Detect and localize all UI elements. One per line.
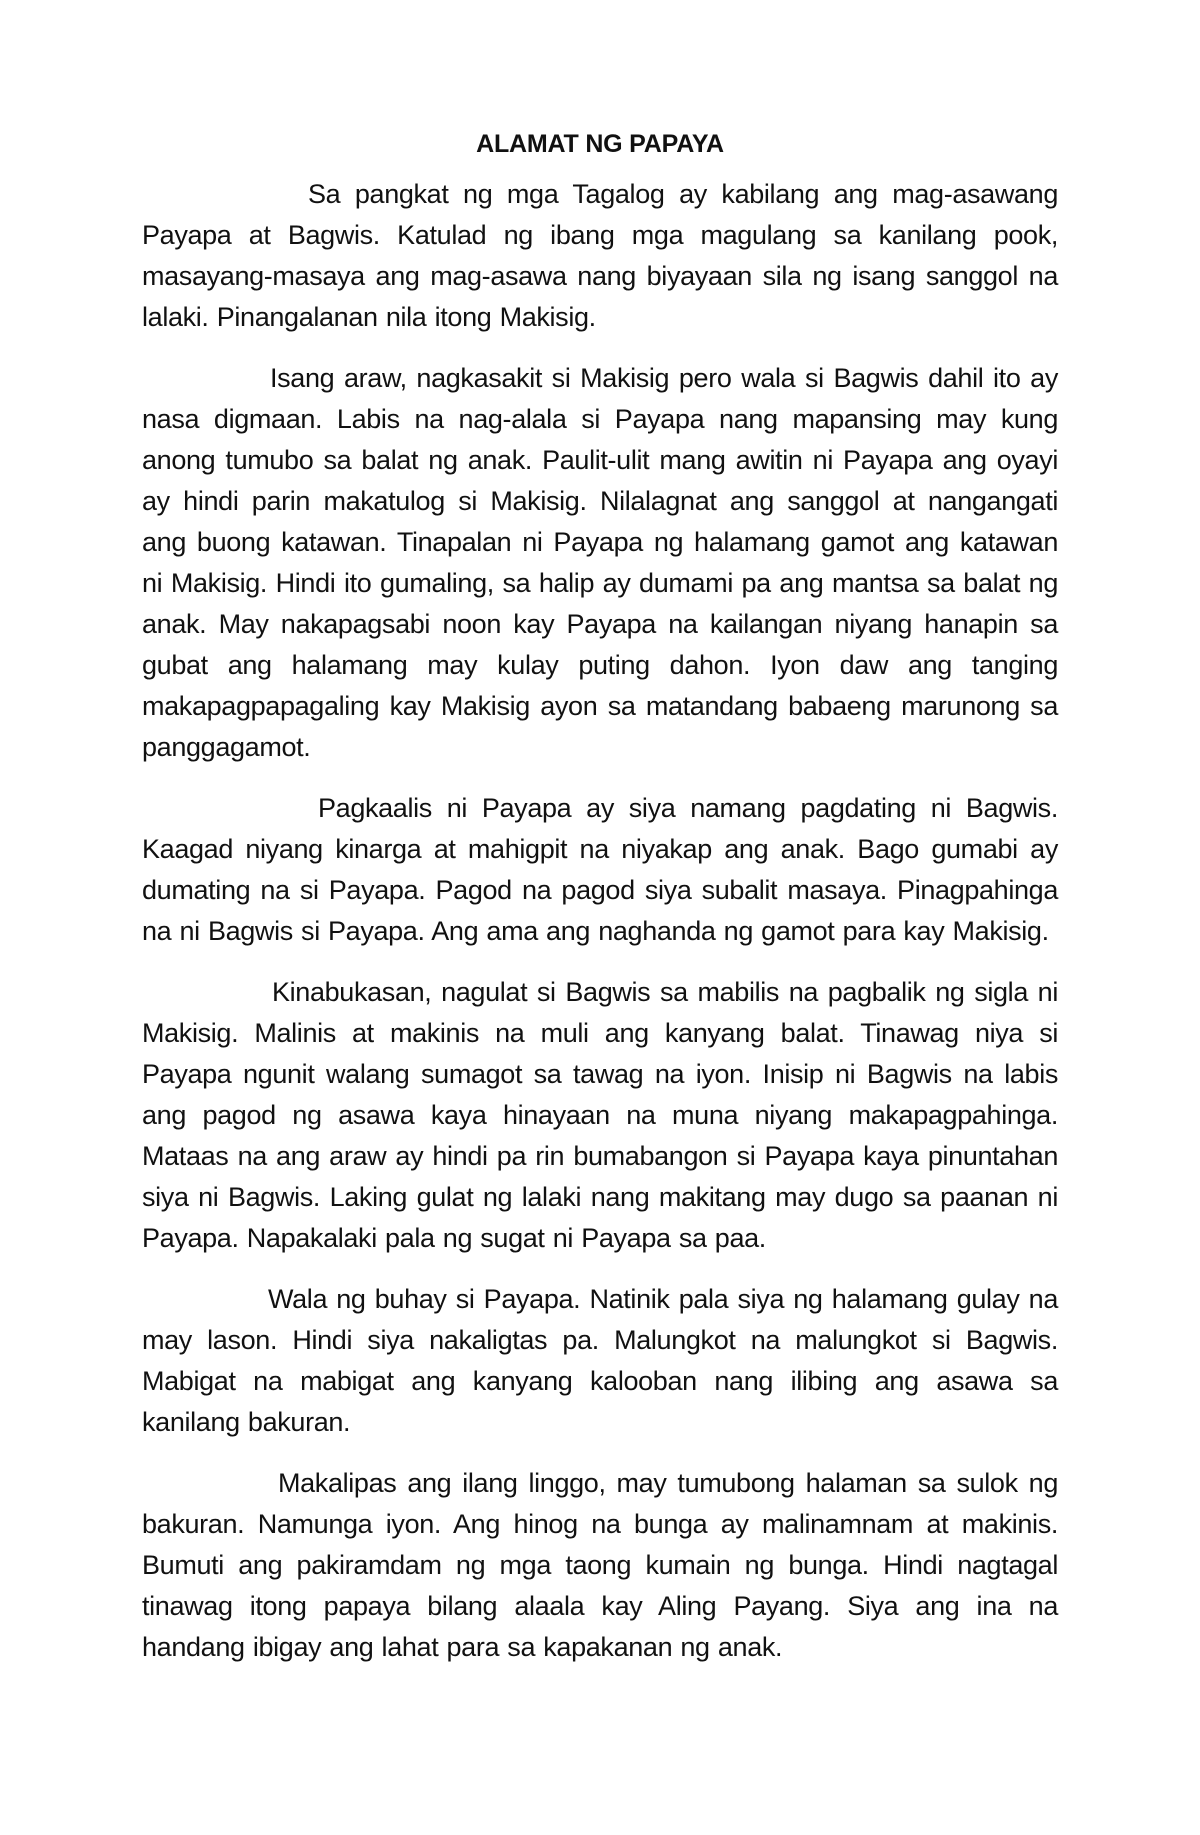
paragraph-4: Kinabukasan, nagulat si Bagwis sa mabilis na pagbalik ng sigla ni Makisig. Malinis at makinis na muli ang kanyang balat. Tinawag niya si Payapa ngunit walang sumagot sa tawag na iyon. Inisip ni Bagwis na labis ang pagod ng asawa kaya hinayaan na muna niyang makapagpahinga. Mataas na ang araw ay hindi pa rin bumabangon si Payapa kaya pinuntahan siya ni Bagwis. Laking gulat ng lalaki nang makitang may dugo sa paanan ni Payapa. Napakalaki pala ng sugat ni Payapa sa paa.: [142, 977, 1058, 1253]
paragraph-3: Pagkaalis ni Payapa ay siya namang pagdating ni Bagwis. Kaagad niyang kinarga at mahigpit na niyakap ang anak. Bago gumabi ay dumating na si Payapa. Pagod na pagod siya subalit masaya. Pinagpahinga na ni Bagwis si Payapa. Ang ama ang naghanda ng gamot para kay Makisig.: [142, 793, 1058, 946]
paragraph-6: Makalipas ang ilang linggo, may tumubong halaman sa sulok ng bakuran. Namunga iyon. Ang hinog na bunga ay malinamnam at makinis. Bumuti ang pakiramdam ng mga taong kumain ng bunga. Hindi nagtagal tinawag itong papaya bilang alaala kay Aling Payang. Siya ang ina na handang ibigay ang lahat para sa kapakanan ng anak.: [142, 1468, 1058, 1662]
document-page: [142, 128, 1058, 1688]
paragraph-5: Wala ng buhay si Payapa. Natinik pala siya ng halamang gulay na may lason. Hindi siya nakaligtas pa. Malungkot na malungkot si Bagwis. Mabigat na mabigat ang kanyang kalooban nang ilibing ang asawa sa kanilang bakuran.: [142, 1284, 1058, 1437]
paragraph-1: Sa pangkat ng mga Tagalog ay kabilang ang mag-asawang Payapa at Bagwis. Katulad ng ibang mga magulang sa kanilang pook, masayang-masaya ang mag-asawa nang biyayaan sila ng isang sanggol na lalaki. Pinangalanan nila itong Makisig.: [142, 179, 1058, 332]
document-title: ALAMAT NG PAPAYA: [476, 130, 724, 158]
paragraph-2: Isang araw, nagkasakit si Makisig pero wala si Bagwis dahil ito ay nasa digmaan. Labis na nag-alala si Payapa nang mapansing may kung anong tumubo sa balat ng anak. Paulit-ulit mang awitin ni Payapa ang oyayi ay hindi parin makatulog si Makisig. Nilalagnat ang sanggol at nangangati ang buong katawan. Tinapalan ni Payapa ng halamang gamot ang katawan ni Makisig. Hindi ito gumaling, sa halip ay dumami pa ang mantsa sa balat ng anak. May nakapagsabi noon kay Payapa na kailangan niyang hanapin sa gubat ang halamang may kulay puting dahon. Iyon daw ang tanging makapagpapagaling kay Makisig ayon sa matandang babaeng marunong sa panggagamot.: [142, 363, 1058, 762]
